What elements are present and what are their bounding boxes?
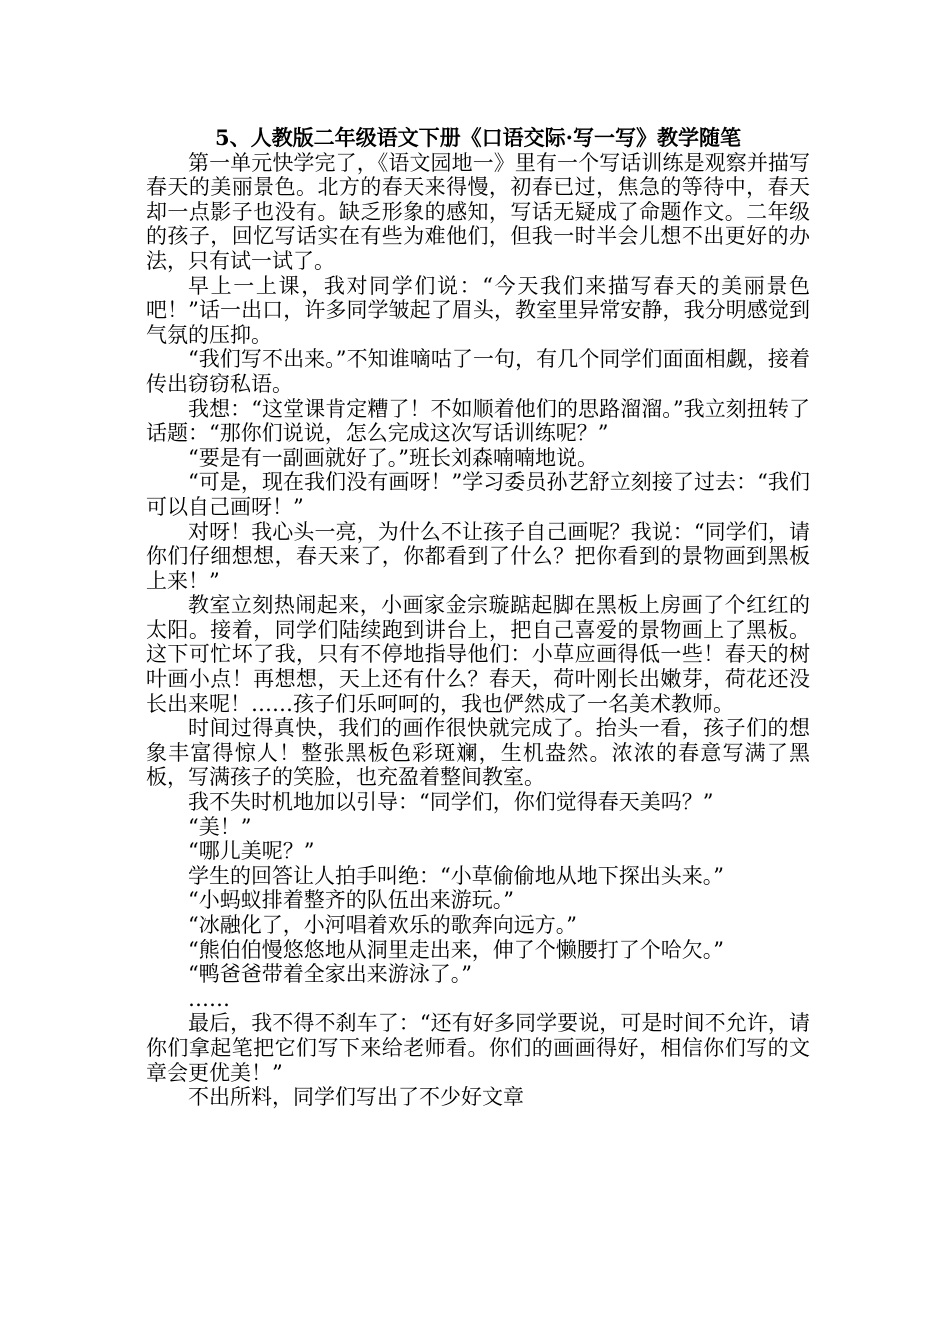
paragraph-2: 早上一上课，我对同学们说：“今天我们来描写春天的美丽景色吧！”话一出口，许多同学皱起了眉头，教室里异常安静，我分明感觉到气氛的压抑。 [146,273,810,347]
paragraph-5: “要是有一副画就好了。”班长刘森喃喃地说。 [188,445,598,470]
paragraph-17: “鸭爸爸带着全家出来游泳了。” [188,962,472,987]
paragraph-13: 学生的回答让人拍手叫绝：“小草偷偷地从地下探出头来。” [188,863,724,888]
paragraph-15: “冰融化了，小河唱着欢乐的歌奔向远方。” [188,913,577,937]
paragraph-14: “小蚂蚁排着整齐的队伍出来游玩。” [188,888,514,913]
paragraph-6: “可是，现在我们没有画呀！”学习委员孙艺舒立刻接了过去：“我们可以自己画呀！” [146,470,810,519]
paragraph-7: 对呀！我心头一亮，为什么不让孩子自己画呢？我说：“同学们，请你们仔细想想，春天来了，你都看到了什么？把你看到的景物画到黑板上来！” [146,519,810,593]
paragraph-4: 我想：“这堂课肯定糟了！不如顺着他们的思路溜溜。”我立刻扭转了话题：“那你们说说，怎么完成这次写话训练呢？” [146,396,810,446]
paragraph-16: “熊伯伯慢悠悠地从洞里走出来，伸了个懒腰打了个哈欠。” [188,937,724,962]
paragraph-12: “哪儿美呢？” [188,839,315,864]
document-page [146,126,810,1110]
paragraph-1: 第一单元快学完了，《语文园地一》里有一个写话训练是观察并描写春天的美丽景色。北方的春天来得慢，初春已过，焦急的等待中，春天却一点影子也没有。缺乏形象的感知，写话无疑成了命题作文。二年级的孩子，回忆写话实在有些为难他们，但我一时半会儿想不出更好的办法，只有试一试了。 [146,150,810,273]
document-title: 5、人教版二年级语文下册《口语交际·写一写》教学随笔 [215,125,741,150]
paragraph-8: 教室立刻热闹起来，小画家金宗璇踮起脚在黑板上房画了个红红的太阳。接着，同学们陆续跑到讲台上，把自己喜爱的景物画上了黑板。这下可忙坏了我，只有不停地指导他们：小草应画得低一些！春天的树叶画小点！再想想，天上还有什么？春天，荷叶刚长出嫩芽，荷花还没长出来呢！……孩子们乐呵呵的，我也俨然成了一名美术教师。 [146,593,810,716]
paragraph-20: 不出所料，同学们写出了不少好文章 [188,1085,524,1110]
paragraph-9: 时间过得真快，我们的画作很快就完成了。抬头一看，孩子们的想象丰富得惊人！整张黑板色彩斑斓，生机盎然。浓浓的春意写满了黑板，写满孩子的笑脸，也充盈着整间教室。 [146,716,810,790]
paragraph-11: “美！” [188,814,252,839]
paragraph-19: 最后，我不得不刹车了：“还有好多同学要说，可是时间不允许，请你们拿起笔把它们写下来给老师看。你们的画画得好，相信你们写的文章会更优美！” [146,1011,810,1085]
paragraph-10: 我不失时机地加以引导：“同学们，你们觉得春天美吗？” [188,790,714,815]
paragraph-3: “我们写不出来。”不知谁嘀咕了一句，有几个同学们面面相觑，接着传出窃窃私语。 [146,347,810,396]
paragraph-ellipsis: …… [188,986,230,1011]
